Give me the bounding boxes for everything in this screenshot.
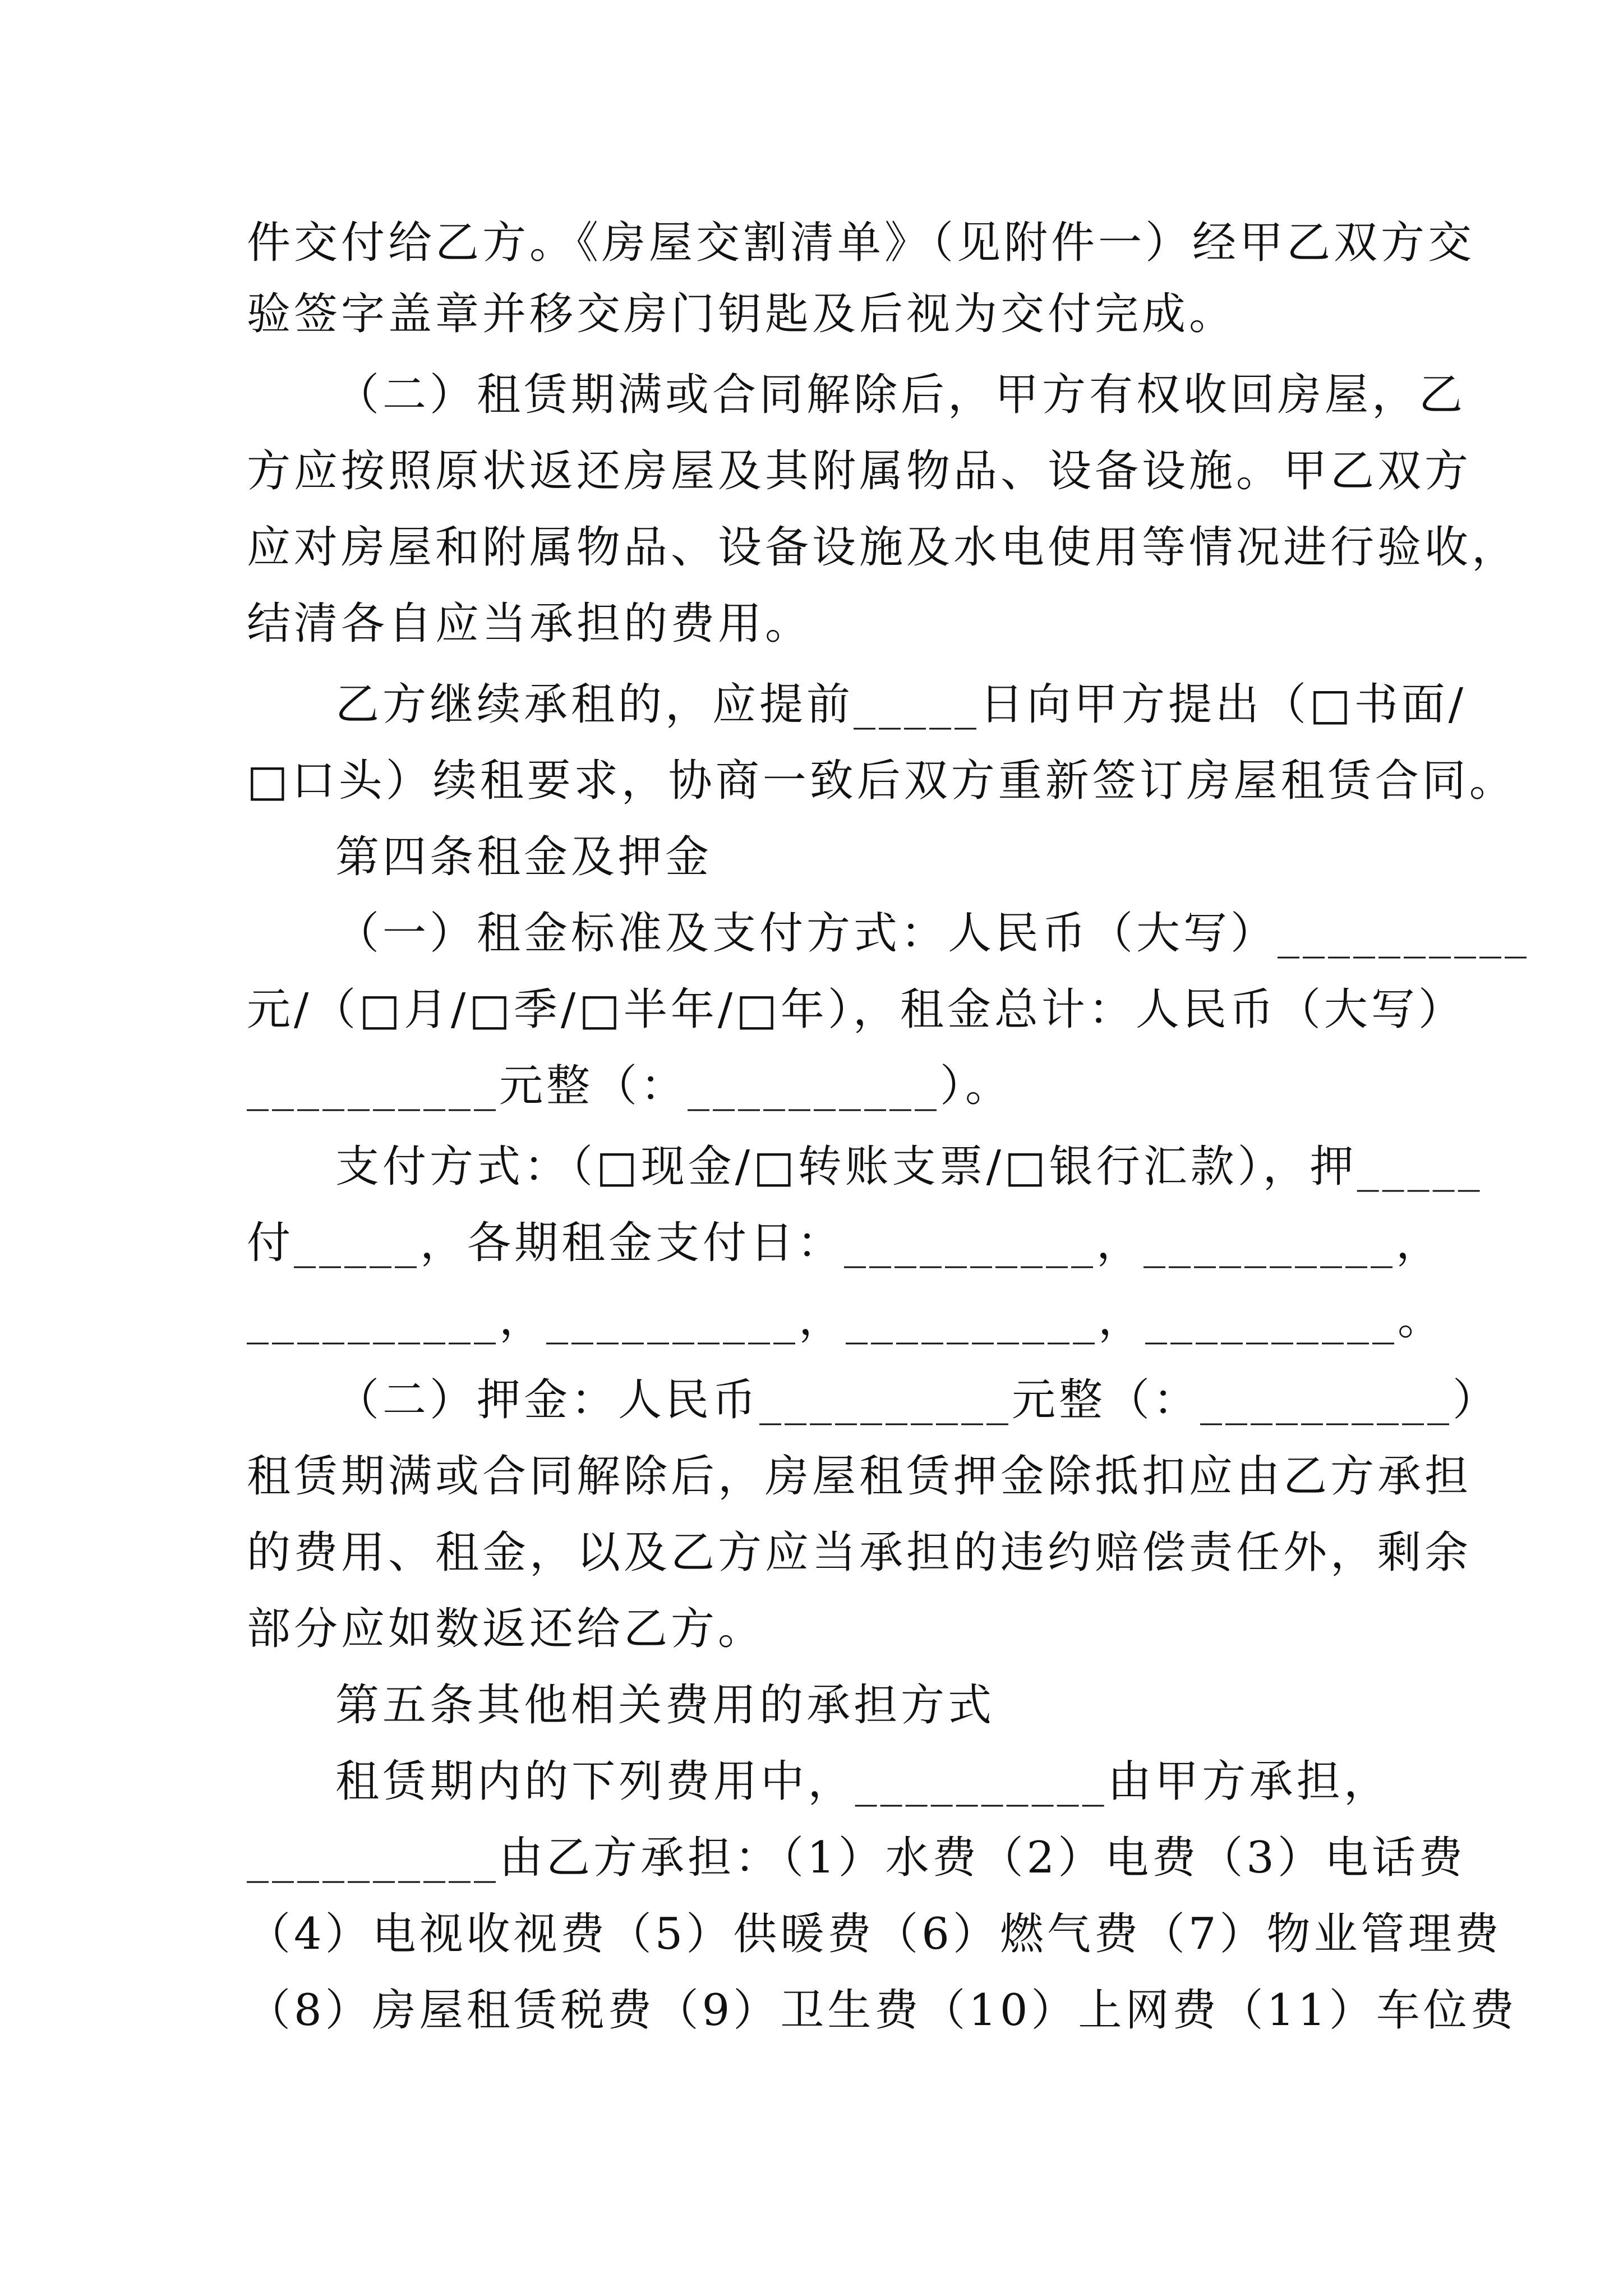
text-line: 结清各自应当承担的费用。 <box>247 599 813 649</box>
text-line: 乙方继续承租的，应提前_____日向甲方提出（□书面/ <box>335 679 1467 730</box>
text-line: __________由乙方承担：（1）水费（2）电费（3）电话费 <box>247 1833 1466 1883</box>
text-line: __________，__________，__________，__________。 <box>247 1294 1445 1345</box>
text-line: 的费用、租金，以及乙方应当承担的违约赔偿责任外，剩余 <box>247 1527 1472 1578</box>
text-line: （4）电视收视费（5）供暖费（6）燃气费（7）物业管理费 <box>247 1909 1502 1959</box>
section-heading: 第五条其他相关费用的承担方式 <box>335 1680 995 1731</box>
section-heading: 第四条租金及押金 <box>335 832 713 882</box>
text-line: （二）租赁期满或合同解除后，甲方有权收回房屋，乙 <box>335 370 1467 420</box>
text-line: 元/（□月/□季/□半年/□年），租金总计：人民币（大写） <box>247 984 1465 1035</box>
text-line: 支付方式：（□现金/□转账支票/□银行汇款），押_____ <box>335 1142 1483 1192</box>
text-line: 租赁期满或合同解除后，房屋租赁押金除抵扣应由乙方承担 <box>247 1451 1472 1502</box>
text-line: 租赁期内的下列费用中，__________由甲方承担， <box>335 1756 1391 1807</box>
text-line: __________元整（：__________）。 <box>247 1061 1013 1111</box>
text-line: 部分应如数返还给乙方。 <box>247 1604 766 1654</box>
text-line: 验签字盖章并移交房门钥匙及后视为交付完成。 <box>247 289 1237 339</box>
text-line: 方应按照原状返还房屋及其附属物品、设备设施。甲乙双方 <box>247 446 1472 496</box>
text-line: 付_____，各期租金支付日：__________，__________， <box>247 1218 1444 1268</box>
text-line: □口头）续租要求，协商一致后双方重新签订房屋租赁合同。 <box>247 756 1516 806</box>
text-line: （二）押金：人民币__________元整（：__________） <box>335 1375 1500 1425</box>
text-line: 应对房屋和附属物品、设备设施及水电使用等情况进行验收， <box>247 522 1519 573</box>
text-line: （8）房屋租赁税费（9）卫生费（10）上网费（11）车位费 <box>247 1985 1518 2036</box>
text-line: 件交付给乙方。《房屋交割清单》（见附件一）经甲乙双方交 <box>247 218 1476 268</box>
text-line: （一）租金标准及支付方式：人民币（大写）__________ <box>335 908 1530 959</box>
